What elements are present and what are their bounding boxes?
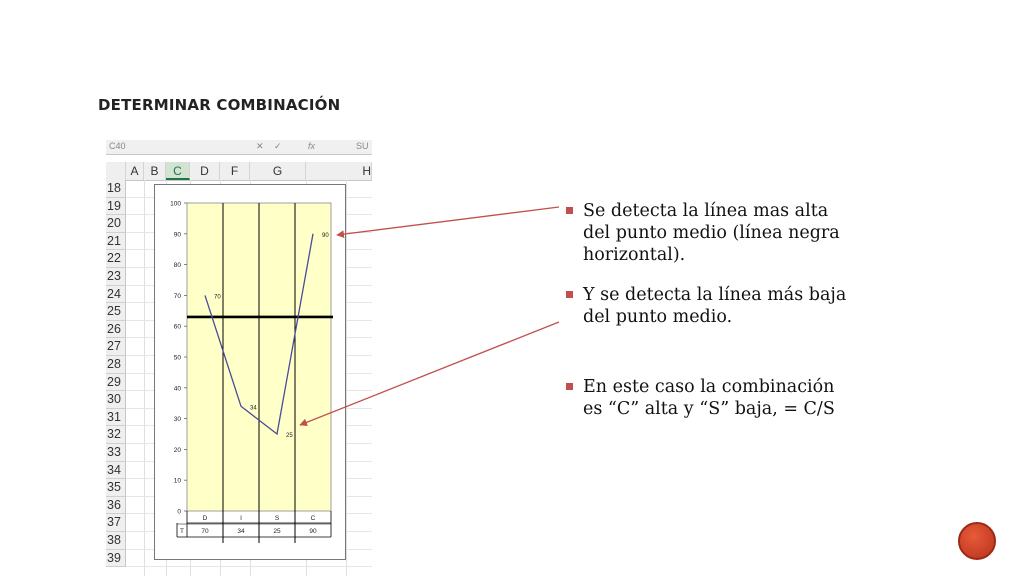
column-headers	[106, 162, 372, 181]
row-header-23[interactable]: 23	[106, 268, 126, 286]
row-header-32[interactable]: 32	[106, 426, 126, 444]
y-tick-label: 10	[173, 477, 181, 485]
table-value: 70	[201, 528, 209, 535]
column-header-b[interactable]: B	[144, 162, 166, 180]
row-header-22[interactable]: 22	[106, 250, 126, 268]
grid-line	[346, 180, 347, 576]
row-header-21[interactable]: 21	[106, 233, 126, 251]
column-header-a[interactable]: A	[126, 162, 144, 180]
bullet-marker	[566, 383, 573, 390]
name-box[interactable]: C40	[109, 141, 126, 151]
row-header-24[interactable]: 24	[106, 286, 126, 304]
row-header-33[interactable]: 33	[106, 444, 126, 462]
bullet-text: Y se detecta la línea más baja del punto medio.	[583, 285, 847, 327]
y-tick-label: 0	[177, 508, 181, 516]
y-tick-label: 70	[173, 292, 181, 300]
category-label: I	[240, 515, 242, 522]
row-header-30[interactable]: 30	[106, 391, 126, 409]
y-tick-label: 60	[173, 323, 181, 331]
data-label: 25	[286, 433, 293, 439]
y-tick-label: 20	[173, 446, 181, 454]
disc-line-chart	[155, 185, 345, 559]
category-label: D	[202, 515, 208, 522]
row-header-29[interactable]: 29	[106, 374, 126, 392]
select-all-corner[interactable]	[106, 162, 126, 180]
bullet-item	[566, 284, 853, 328]
data-label: 70	[214, 294, 221, 301]
row-header-26[interactable]: 26	[106, 321, 126, 339]
row-header-18[interactable]: 18	[106, 180, 126, 198]
row-header-25[interactable]: 25	[106, 303, 126, 321]
bullet-marker	[566, 207, 573, 214]
logo-icon	[958, 522, 996, 560]
grid-line	[144, 180, 145, 576]
y-tick-label: 90	[173, 231, 181, 239]
row-header-35[interactable]: 35	[106, 479, 126, 497]
data-label: 90	[322, 232, 329, 239]
slide-title: DETERMINAR COMBINACIÓN	[98, 96, 341, 114]
y-axis-ticks	[170, 201, 187, 516]
row-header-28[interactable]: 28	[106, 356, 126, 374]
bullet-text: Se detecta la línea mas alta del punto medio (línea negra horizontal).	[583, 201, 840, 265]
row-header-20[interactable]: 20	[106, 215, 126, 233]
data-table	[177, 508, 331, 537]
bullet-marker	[566, 291, 573, 298]
category-label: C	[310, 515, 316, 522]
bullet-item	[566, 376, 853, 420]
row-header-39[interactable]: 39	[106, 550, 126, 568]
row-header-38[interactable]: 38	[106, 532, 126, 550]
row-header-34[interactable]: 34	[106, 462, 126, 480]
grid-line	[126, 566, 372, 567]
formula-bar[interactable]	[106, 140, 372, 155]
column-header-f[interactable]: F	[220, 162, 250, 180]
enter-icon[interactable]: ✓	[274, 141, 282, 151]
row-header-31[interactable]: 31	[106, 409, 126, 427]
y-tick-label: 30	[173, 416, 181, 424]
y-tick-label: 50	[173, 354, 181, 362]
y-tick-label: 80	[173, 262, 181, 270]
function-icon[interactable]: fx	[308, 141, 316, 151]
row-header-37[interactable]: 37	[106, 514, 126, 532]
column-header-d[interactable]: D	[190, 162, 220, 180]
y-tick-label: 40	[173, 385, 181, 393]
table-value: 34	[237, 528, 245, 535]
table-row-label: T	[180, 528, 184, 535]
column-header-c[interactable]: C	[166, 162, 190, 180]
table-value: 25	[273, 528, 281, 535]
category-label: S	[274, 515, 280, 522]
y-tick-label: 100	[170, 200, 181, 208]
chart-object[interactable]	[154, 184, 346, 560]
row-header-36[interactable]: 36	[106, 497, 126, 515]
cancel-icon[interactable]: ✕	[256, 141, 264, 151]
bullet-text: En este caso la combinación es “C” alta y “S” baja, = C/S	[583, 377, 835, 419]
table-value: 90	[309, 528, 317, 535]
row-header-27[interactable]: 27	[106, 338, 126, 356]
data-label: 34	[250, 405, 257, 412]
column-header-g[interactable]: G	[250, 162, 306, 180]
spreadsheet-view	[106, 140, 372, 576]
bullet-item	[566, 200, 853, 266]
row-header-19[interactable]: 19	[106, 198, 126, 216]
column-header-h[interactable]: H	[306, 162, 372, 180]
formula-text[interactable]: SU	[356, 141, 369, 151]
